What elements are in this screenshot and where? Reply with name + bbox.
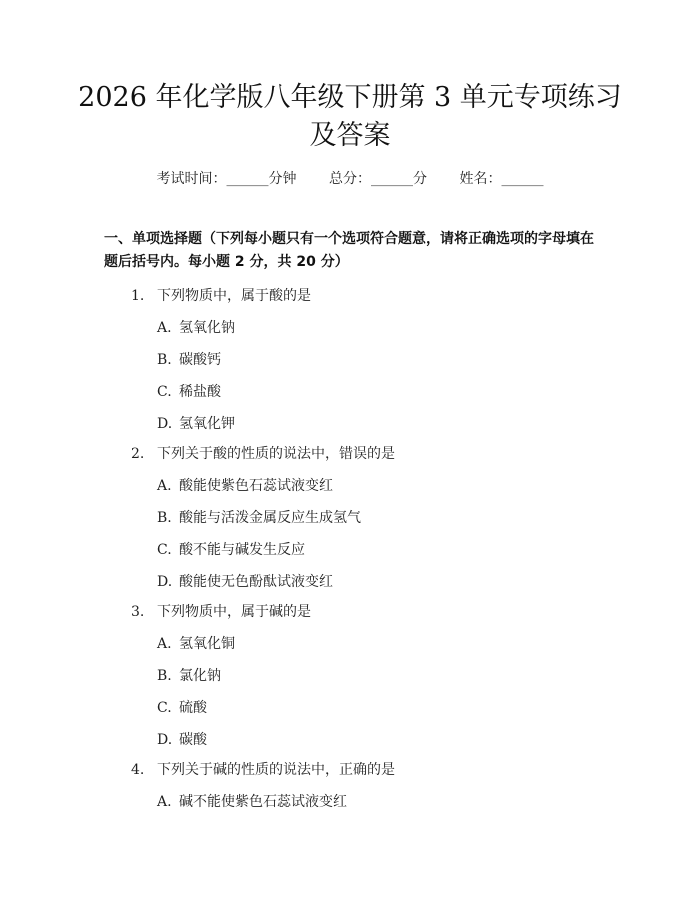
question-text: 下列物质中，属于碱的是 — [157, 604, 311, 620]
question-number: 3. — [131, 604, 145, 620]
option-text: 硫酸 — [179, 700, 207, 716]
option-letter: C. — [157, 384, 172, 400]
option-text: 碳酸 — [179, 732, 207, 748]
exam-info — [0, 168, 700, 188]
question-number: 1. — [131, 288, 145, 304]
option-text: 氢氧化钠 — [179, 320, 235, 336]
question-3 — [131, 601, 311, 621]
option-2c — [157, 539, 305, 559]
option-1d — [157, 413, 235, 433]
option-letter: D. — [157, 574, 173, 590]
option-letter: B. — [157, 668, 172, 684]
total-score-field: 总分：______分 — [329, 171, 427, 187]
option-text: 稀盐酸 — [179, 384, 221, 400]
document-title-line1: 2026 年化学版八年级下册第 3 单元专项练习 — [78, 82, 622, 113]
option-4a — [157, 791, 347, 811]
option-text: 碳酸钙 — [179, 352, 221, 368]
question-text: 下列关于酸的性质的说法中，错误的是 — [157, 446, 395, 462]
document-title-line2: 及答案 — [309, 120, 391, 151]
option-text: 酸不能与碱发生反应 — [179, 542, 305, 558]
option-2a — [157, 475, 333, 495]
option-3a — [157, 633, 235, 653]
option-text: 碱不能使紫色石蕊试液变红 — [179, 794, 347, 810]
option-1a — [157, 317, 235, 337]
option-letter: B. — [157, 510, 172, 526]
option-1b — [157, 349, 221, 369]
section-heading-line2: 题后括号内。每小题 2 分，共 20 分） — [104, 254, 349, 270]
option-letter: A. — [157, 794, 172, 810]
option-text: 氯化钠 — [179, 668, 221, 684]
question-2 — [131, 443, 395, 463]
option-letter: C. — [157, 542, 172, 558]
option-letter: B. — [157, 352, 172, 368]
question-1 — [131, 285, 311, 305]
option-2b — [157, 507, 361, 527]
option-letter: D. — [157, 732, 173, 748]
student-name-field: 姓名：______ — [459, 171, 544, 187]
option-letter: D. — [157, 416, 173, 432]
option-letter: A. — [157, 320, 172, 336]
section-heading-line1: 一、单项选择题（下列每小题只有一个选项符合题意，请将正确选项的字母填在 — [104, 231, 594, 247]
question-text: 下列关于碱的性质的说法中，正确的是 — [157, 762, 395, 778]
option-text: 氢氧化钾 — [179, 416, 235, 432]
option-2d — [157, 571, 333, 591]
option-letter: A. — [157, 478, 172, 494]
option-text: 酸能使紫色石蕊试液变红 — [179, 478, 333, 494]
question-number: 2. — [131, 446, 145, 462]
question-4 — [131, 759, 395, 779]
option-3d — [157, 729, 207, 749]
option-letter: A. — [157, 636, 172, 652]
question-number: 4. — [131, 762, 145, 778]
option-3c — [157, 697, 207, 717]
option-1c — [157, 381, 221, 401]
option-text: 酸能使无色酚酞试液变红 — [179, 574, 333, 590]
option-text: 氢氧化铜 — [179, 636, 235, 652]
option-letter: C. — [157, 700, 172, 716]
exam-time-field: 考试时间：______分钟 — [156, 171, 297, 187]
option-3b — [157, 665, 221, 685]
option-text: 酸能与活泼金属反应生成氢气 — [179, 510, 361, 526]
question-text: 下列物质中，属于酸的是 — [157, 288, 311, 304]
